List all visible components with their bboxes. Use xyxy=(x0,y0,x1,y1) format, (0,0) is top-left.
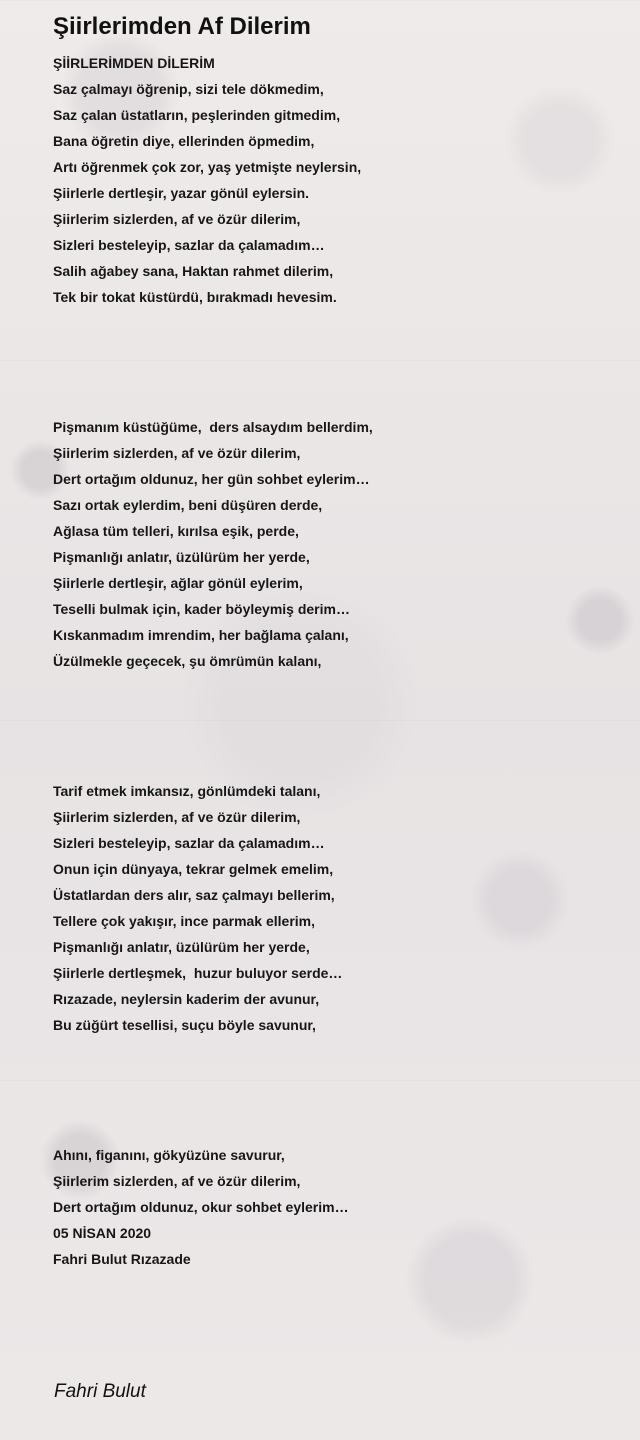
poem-line: Şiirlerle dertleşmek, huzur buluyor serde… xyxy=(53,965,343,981)
poem-title: Şiirlerimden Af Dilerim xyxy=(53,13,311,40)
poem-line: Sizleri besteleyip, sazlar da çalamadım… xyxy=(53,237,325,253)
poem-line: Ahını, figanını, gökyüzüne savurur, xyxy=(53,1147,285,1163)
poem-line: Kıskanmadım imrendim, her bağlama çalanı, xyxy=(53,627,349,643)
poem-line: Onun için dünyaya, tekrar gelmek emelim, xyxy=(53,861,334,877)
poem-line: Pişmanım küstüğüme, ders alsaydım bellerdim, xyxy=(53,419,373,435)
poem-line: Şiirlerle dertleşir, ağlar gönül eylerim, xyxy=(53,575,303,591)
stanza-2 xyxy=(53,414,613,674)
poem-line: Teselli bulmak için, kader böyleymiş derim… xyxy=(53,601,350,617)
stanza-gap xyxy=(53,1038,613,1142)
poem-line: Şiirlerim sizlerden, af ve özür dilerim, xyxy=(53,809,301,825)
poem-line: Rızazade, neylersin kaderim der avunur, xyxy=(53,991,320,1007)
poem-line: Dert ortağım oldunuz, her gün sohbet eylerim… xyxy=(53,471,370,487)
poem-line: Saz çalmayı öğrenip, sizi tele dökmedim, xyxy=(53,81,324,97)
stanza-gap xyxy=(53,674,613,778)
poem-line: Şiirlerim sizlerden, af ve özür dilerim, xyxy=(53,1173,301,1189)
poem-line: Üstatlardan ders alır, saz çalmayı bellerim, xyxy=(53,887,335,903)
poem-body xyxy=(53,50,613,1272)
poem-line: Şiirlerim sizlerden, af ve özür dilerim, xyxy=(53,211,301,227)
poem-line: Şiirlerim sizlerden, af ve özür dilerim, xyxy=(53,445,301,461)
author-name: Fahri Bulut xyxy=(54,1381,146,1402)
stanza-4 xyxy=(53,1142,613,1272)
poem-line: ŞİİRLERİMDEN DİLERİM xyxy=(53,55,215,71)
poem-signature: Fahri Bulut Rızazade xyxy=(53,1251,191,1267)
poem-line: Üzülmekle geçecek, şu ömrümün kalanı, xyxy=(53,653,322,669)
poem-line: Salih ağabey sana, Haktan rahmet dilerim, xyxy=(53,263,334,279)
poem-line: Saz çalan üstatların, peşlerinden gitmedim, xyxy=(53,107,341,123)
poem-line: Tellere çok yakışır, ince parmak ellerim, xyxy=(53,913,316,929)
poem-line: Tarif etmek imkansız, gönlümdeki talanı, xyxy=(53,783,321,799)
poem-line: Şiirlerle dertleşir, yazar gönül eylersin. xyxy=(53,185,310,201)
poem-line: Sazı ortak eylerdim, beni düşüren derde, xyxy=(53,497,323,513)
poem-line: Dert ortağım oldunuz, okur sohbet eylerim… xyxy=(53,1199,349,1215)
stanza-3 xyxy=(53,778,613,1038)
poem-line: Tek bir tokat küstürdü, bırakmadı hevesim. xyxy=(53,289,337,305)
poem-line: Bana öğretin diye, ellerinden öpmedim, xyxy=(53,133,315,149)
poem-line: Artı öğrenmek çok zor, yaş yetmişte neylersin, xyxy=(53,159,362,175)
stanza-1 xyxy=(53,50,613,310)
poem-line: Pişmanlığı anlatır, üzülürüm her yerde, xyxy=(53,549,310,565)
poem-line: Bu züğürt tesellisi, suçu böyle savunur, xyxy=(53,1017,316,1033)
poem-line: Pişmanlığı anlatır, üzülürüm her yerde, xyxy=(53,939,310,955)
poem-date: 05 NİSAN 2020 xyxy=(53,1225,152,1241)
poem-line: Ağlasa tüm telleri, kırılsa eşik, perde, xyxy=(53,523,299,539)
poem-line: Sizleri besteleyip, sazlar da çalamadım… xyxy=(53,835,325,851)
stanza-gap xyxy=(53,310,613,414)
